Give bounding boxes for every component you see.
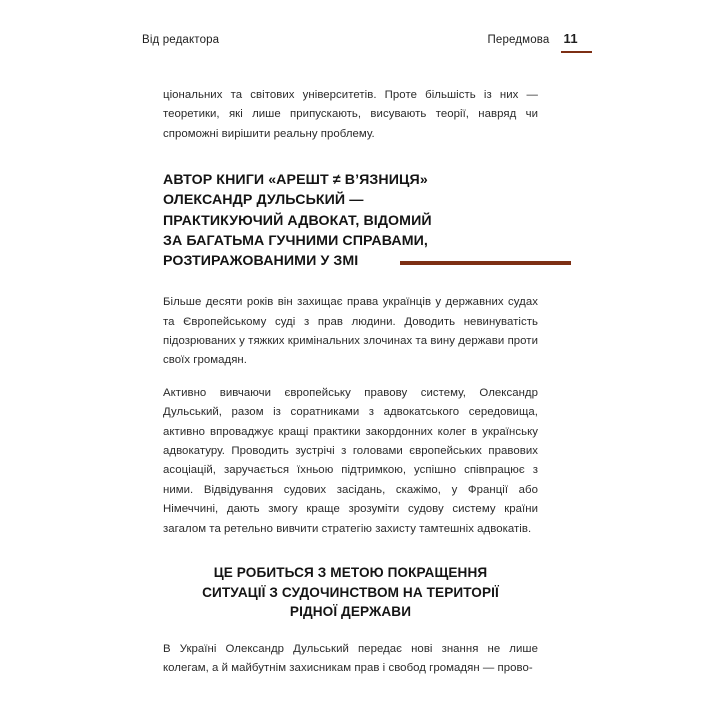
- running-head-book-title: Від редактора: [142, 34, 220, 46]
- paragraph-continuation: ціональних та світових університетів. Проте більшість із них — теоретики, які лише припускають, висувають теорії, навряд чи спроможні вирішити реальну проблему.: [163, 89, 538, 140]
- text-column: [163, 86, 538, 679]
- spacer-after-centered-heading: [163, 622, 538, 640]
- centered-heading: [163, 563, 538, 622]
- callout-heading-line-5: [163, 251, 538, 271]
- spacer-after-callout: [163, 271, 538, 293]
- paragraph-european-practice: Активно вивчаючи європейську правову систему, Олександр Дульський, разом із соратниками з адвокатського середовища, активно впроваджує кращі практики закордонних колег в українську адвокатуру. Проводить зустрічі з головами європейських правових асоціацій, заручається їхньою підтримкою, успішно співпрацює з ними. Відвідування судових засідань, скажімо, у Франції або Німеччині, дають змогу краще зрозуміти судову систему країни загалом та ретельно вивчити стратегію захисту тамтешніх адвокатів.: [163, 386, 538, 535]
- callout-heading-rule: [400, 261, 571, 265]
- running-head-section-title: Передмова: [487, 34, 550, 46]
- callout-heading: [163, 170, 538, 271]
- paragraph-knowledge-transfer: В Україні Олександр Дульський передає нові знання не лише колегам, а й майбутнім захисникам прав і свобод громадян — прово-: [163, 642, 538, 675]
- callout-heading-line-1: АВТОР КНИГИ «АРЕШТ ≠ В’ЯЗНИЦЯ»: [163, 172, 428, 189]
- centered-heading-line-1: ЦЕ РОБИТЬСЯ З МЕТОЮ ПОКРАЩЕННЯ: [213, 565, 488, 581]
- paragraph-defence-record: Більше десяти років він захищає права українців у державних судах та Європейському суді з прав людини. Доводить невинуватість підозрюваних у тяжких кримінальних злочинах та вину держави проти своїх громадян.: [163, 296, 538, 367]
- centered-heading-line-2: СИТУАЦІЇ З СУДОЧИНСТВОМ НА ТЕРИТОРІЇ: [202, 584, 499, 600]
- spacer-before-centered-heading: [163, 539, 538, 563]
- callout-heading-line-5-text: РОЗТИРАЖОВАНИМИ У ЗМІ: [163, 253, 359, 270]
- running-head-right-group: [488, 31, 579, 46]
- page-number-rule: [561, 51, 592, 54]
- page-number: 11: [563, 31, 578, 46]
- centered-heading-line-3: РІДНОЇ ДЕРЖАВИ: [289, 604, 412, 620]
- page-number-group: [563, 31, 578, 46]
- spacer-before-callout: [163, 144, 538, 170]
- running-head: [142, 31, 578, 51]
- callout-heading-line-3: ПРАКТИКУЮЧИЙ АДВОКАТ, ВІДОМИЙ: [163, 212, 432, 229]
- callout-heading-line-2: ОЛЕКСАНДР ДУЛЬСЬКИЙ —: [163, 192, 364, 209]
- callout-heading-line-4: ЗА БАГАТЬМА ГУЧНИМИ СПРАВАМИ,: [163, 232, 428, 249]
